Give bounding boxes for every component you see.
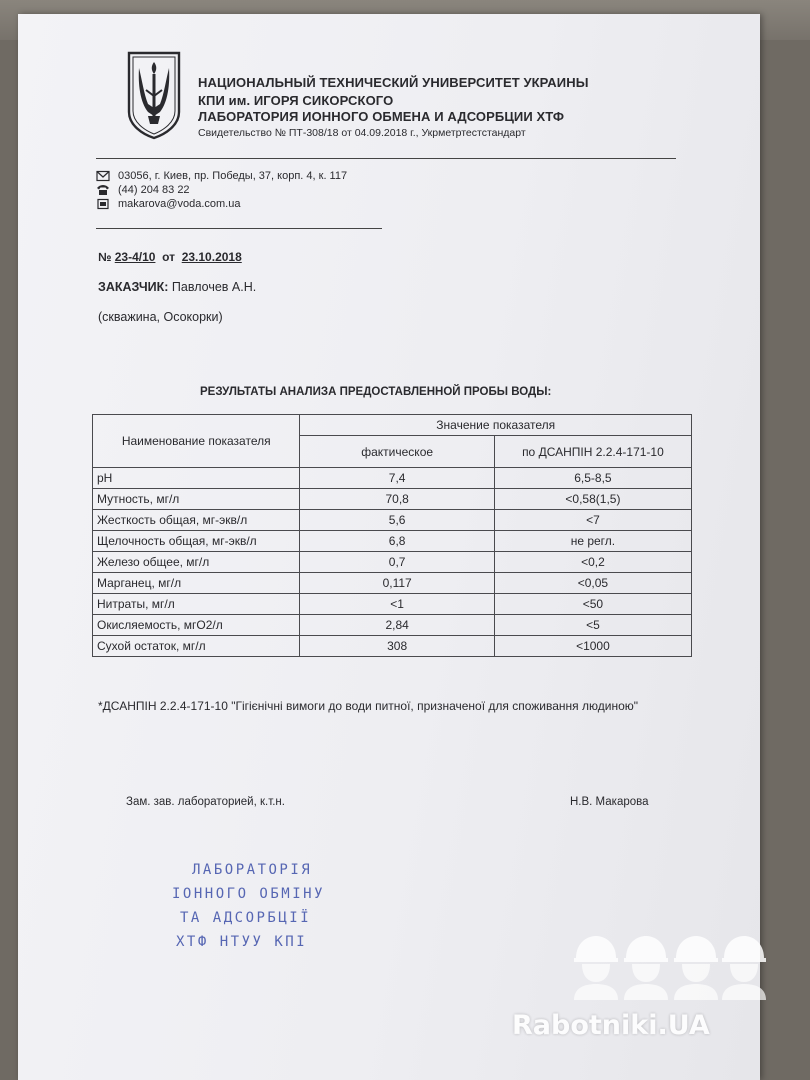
row-name: Жесткость общая, мг-экв/л [93, 510, 300, 531]
table-row [93, 468, 692, 489]
header-divider [96, 158, 676, 159]
table-row [93, 615, 692, 636]
document-number-line [98, 250, 242, 264]
table-row [93, 594, 692, 615]
telephone-icon [96, 184, 110, 196]
header-actual: фактическое [300, 436, 494, 468]
row-norm: <7 [494, 510, 691, 531]
table-row [93, 531, 692, 552]
row-name: Мутность, мг/л [93, 489, 300, 510]
workers-helmet-icon [566, 930, 766, 1000]
table-row [93, 636, 692, 657]
row-norm: <0,05 [494, 573, 691, 594]
signature-position: Зам. зав. лабораторией, к.т.н. [126, 796, 285, 808]
row-actual: 5,6 [300, 510, 494, 531]
row-name: Железо общее, мг/л [93, 552, 300, 573]
row-actual: 0,117 [300, 573, 494, 594]
contacts-divider [96, 228, 382, 229]
customer-name: Павлочев А.Н. [171, 280, 257, 294]
table-row [93, 573, 692, 594]
row-actual: <1 [300, 594, 494, 615]
contact-email [96, 198, 240, 210]
coat-of-arms-icon [126, 50, 182, 140]
table-row [93, 489, 692, 510]
row-norm: не регл. [494, 531, 691, 552]
email-icon [96, 198, 110, 210]
row-name: Марганец, мг/л [93, 573, 300, 594]
doc-number-prefix: № [98, 250, 112, 264]
row-actual: 6,8 [300, 531, 494, 552]
stamp-line-4: ХТФ НТУУ КПІ [176, 934, 308, 950]
contact-address [96, 170, 347, 182]
table-header-row [93, 415, 692, 436]
table-row [93, 510, 692, 531]
row-norm: <0,58(1,5) [494, 489, 691, 510]
row-actual: 308 [300, 636, 494, 657]
row-norm: 6,5-8,5 [494, 468, 691, 489]
header-line-2: КПИ им. ИГОРЯ СИКОРСКОГО [198, 93, 394, 108]
row-name: Окисляемость, мгО2/л [93, 615, 300, 636]
doc-date: 23.10.2018 [181, 250, 242, 264]
row-norm: <1000 [494, 636, 691, 657]
header-norm: по ДСАНПІН 2.2.4-171-10 [494, 436, 691, 468]
row-actual: 7,4 [300, 468, 494, 489]
address-text: 03056, г. Киев, пр. Победы, 37, корп. 4, к. 117 [118, 170, 348, 182]
customer-label: ЗАКАЗЧИК: [98, 280, 169, 294]
results-title: РЕЗУЛЬТАТЫ АНАЛИЗА ПРЕДОСТАВЛЕННОЙ ПРОБЫ ВОДЫ: [200, 386, 552, 398]
signature-name: Н.В. Макарова [570, 796, 649, 808]
row-name: pH [93, 468, 300, 489]
row-name: Сухой остаток, мг/л [93, 636, 300, 657]
doc-date-prefix: от [162, 250, 176, 264]
footnote: *ДСАНПІН 2.2.4-171-10 "Гігієнічні вимоги до води питної, призначеної для споживання людиною" [98, 699, 639, 713]
row-norm: <0,2 [494, 552, 691, 573]
phone-text: (44) 204 83 22 [118, 184, 190, 196]
header-line-1: НАЦИОНАЛЬНЫЙ ТЕХНИЧЕСКИЙ УНИВЕРСИТЕТ УКРАИНЫ [198, 75, 589, 90]
row-norm: <5 [494, 615, 691, 636]
header-line-3: ЛАБОРАТОРИЯ ИОННОГО ОБМЕНА И АДСОРБЦИИ ХТФ [198, 109, 565, 124]
row-name: Щелочность общая, мг-экв/л [93, 531, 300, 552]
table-row [93, 552, 692, 573]
row-actual: 70,8 [300, 489, 494, 510]
row-actual: 2,84 [300, 615, 494, 636]
doc-number: 23-4/10 [114, 250, 156, 264]
row-actual: 0,7 [300, 552, 494, 573]
header-indicator-name: Наименование показателя [93, 415, 300, 468]
watermark-text: Rabotniki.UA [512, 1010, 710, 1041]
row-name: Нитраты, мг/л [93, 594, 300, 615]
contact-phone [96, 184, 190, 196]
customer-line [98, 280, 256, 294]
header-value-group: Значение показателя [300, 415, 692, 436]
row-norm: <50 [494, 594, 691, 615]
sample-source: (скважина, Осокорки) [98, 310, 223, 324]
stamp-line-1: ЛАБОРАТОРІЯ [192, 862, 313, 878]
results-table [92, 414, 692, 657]
stamp-line-2: ІОННОГО ОБМІНУ [172, 886, 326, 902]
header-certificate: Свидетельство № ПТ-308/18 от 04.09.2018 г., Укрметртестстандарт [198, 127, 526, 139]
email-text: makarova@voda.com.ua [118, 198, 241, 210]
stamp-line-3: ТА АДСОРБЦІЇ [180, 910, 312, 926]
mail-envelope-icon [96, 170, 110, 182]
